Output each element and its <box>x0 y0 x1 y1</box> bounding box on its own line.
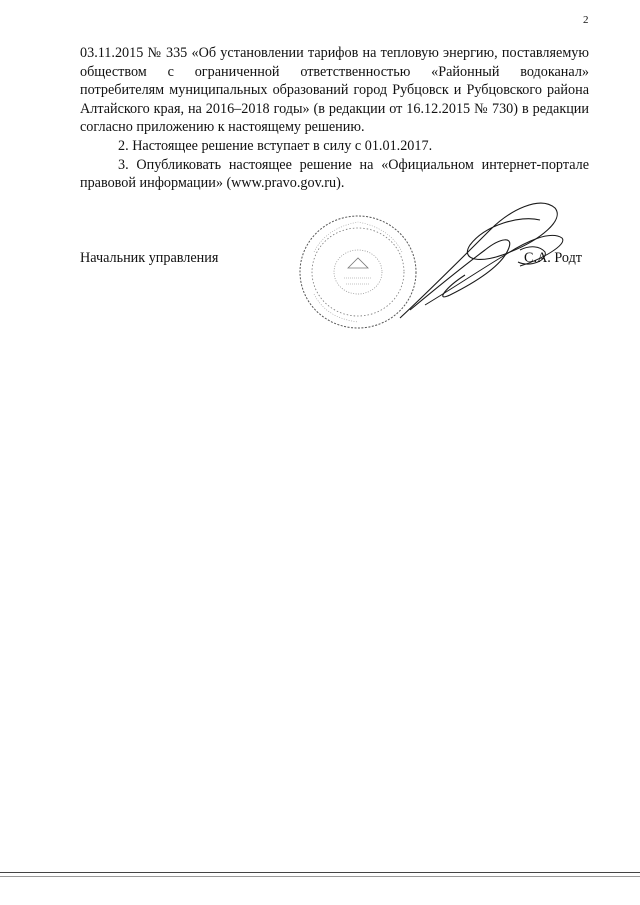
document-body <box>80 44 589 193</box>
scan-edge-line-secondary <box>0 876 640 877</box>
paragraph-continuation: 03.11.2015 № 335 «Об установлении тарифов на тепловую энергию, поставляемую обществом с ограниченной ответственностью «Районный водоканал» потребителям муниципальных образований город Рубцовск и Рубцовского района Алтайского края, на 2016–2018 годы» (в редакции от 16.12.2015 № 730) в редакции согласно приложению к настоящему решению. <box>80 45 589 136</box>
paragraph-effective-date: 2. Настоящее решение вступает в силу с 01.01.2017. <box>118 137 433 154</box>
page-number: 2 <box>583 14 589 26</box>
signatory-position: Начальник управления <box>80 250 219 266</box>
paragraph-publication: 3. Опубликовать настоящее решение на «Официальном интернет-портале правовой информации» (www.pravo.gov.ru). <box>80 156 589 192</box>
signatory-name: С.А. Родт <box>524 250 582 266</box>
scan-edge-line <box>0 872 640 873</box>
